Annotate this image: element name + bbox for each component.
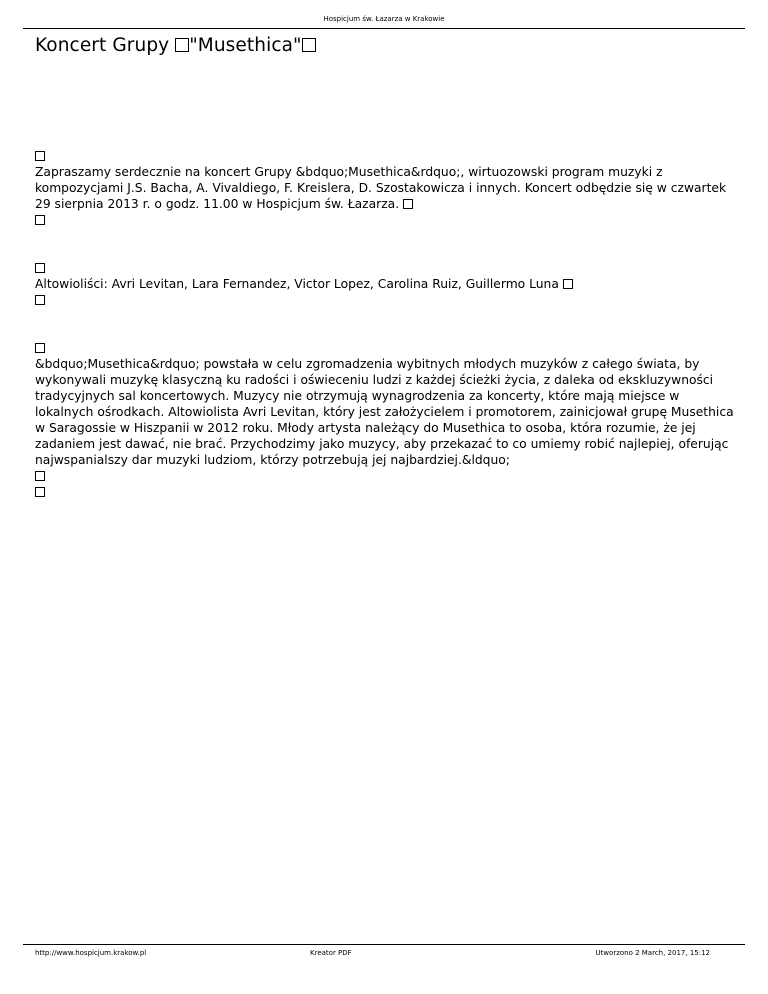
footer-generator: Kreator PDF [310,949,352,957]
page-title [35,34,316,58]
violists-text: Altowioliści: Avri Levitan, Lara Fernandez, Victor Lopez, Carolina Ruiz, Guillermo Luna [35,277,563,291]
missing-glyph-icon [35,263,45,273]
footer-created-date: Utworzono 2 March, 2017, 15:12 [595,949,710,957]
violists-section [35,260,737,308]
missing-glyph-icon [175,38,189,52]
page-header [23,15,745,29]
title-prefix: Koncert Grupy [35,35,176,56]
missing-glyph-icon [403,199,413,209]
footer-url: http://www.hospicjum.krakow.pl [35,949,147,957]
page-footer [23,944,745,959]
missing-glyph-icon [35,487,45,497]
about-section [35,340,737,500]
intro-paragraph [35,164,737,212]
missing-glyph-icon [35,471,45,481]
intro-text: Zapraszamy serdecznie na koncert Grupy &bdquo;Musethica&rdquo;, wirtuozowski program muzyki z kompozycjami J.S. Bacha, A. Vivaldiego, F. Kreislera, D. Szostakowicza i innych. Koncert odbędzie się w czwartek 29 sierpnia 2013 r. o godz. 11.00 w Hospicjum św. Łazarza. [35,165,727,211]
about-paragraph: &bdquo;Musethica&rdquo; powstała w celu zgromadzenia wybitnych młodych muzyków z całego świata, by wykonywali muzykę klasyczną ku radości i oświeceniu ludzi z każdej ścieżki życia, z daleka od ekskluzywności tradycyjnych sal koncertowych. Muzycy nie otrzymują wynagrodzenia za koncerty, które mają miejsce w lokalnych ośrodkach. Altowiolista Avri Levitan, który jest założycielem i promotorem, zainicjował grupę Musethica w Saragossie w Hiszpanii w 2012 roku. Młody artysta należący do Musethica to osoba, która rozumie, że jej zadaniem jest dawać, nie brać. Przychodzimy jako muzycy, aby przekazać to co umiemy robić najlepiej, oferując najwspanialszy dar muzyki ludziom, którzy potrzebują jej najbardziej.&ldquo; [35,357,734,467]
title-quoted: "Musethica" [189,35,302,56]
violists-paragraph [35,276,737,292]
missing-glyph-icon [35,295,45,305]
site-name: Hospicjum św. Łazarza w Krakowie [323,15,445,23]
missing-glyph-icon [35,343,45,353]
missing-glyph-icon [35,151,45,161]
intro-section [35,148,737,228]
article-body [35,148,737,500]
missing-glyph-icon [563,279,573,289]
missing-glyph-icon [35,215,45,225]
missing-glyph-icon [302,38,316,52]
